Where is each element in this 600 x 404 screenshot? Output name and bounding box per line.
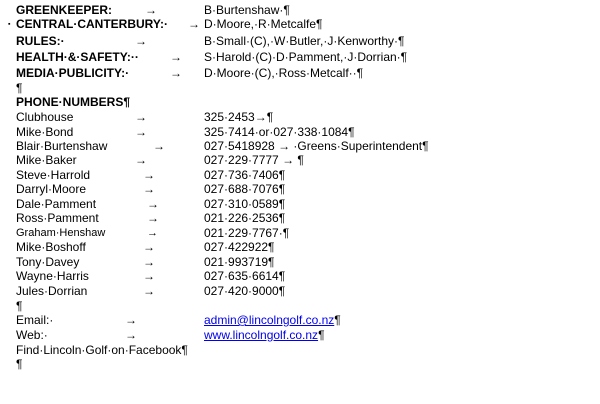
phone-name: Steve·Harrold xyxy=(16,168,91,182)
pilcrow-mark: ¶ xyxy=(16,299,23,313)
tab-arrow-icon: → xyxy=(143,182,155,196)
greenkeeper-value: B·Burtenshaw·¶ xyxy=(204,3,290,17)
phone-number: 027·229·7777 → ¶ xyxy=(204,153,304,167)
phone-number: 021·226·2536¶ xyxy=(204,211,286,225)
central-canterbury-label: CENTRAL·CANTERBURY:· xyxy=(16,17,168,31)
tab-arrow-icon: → xyxy=(170,66,182,80)
phone-number: 021·229·7767·¶ xyxy=(204,226,290,240)
phone-number: 027·420·9000¶ xyxy=(204,284,286,298)
phone-number: 027·635·6614¶ xyxy=(204,269,286,283)
website-link[interactable]: www.lincolngolf.co.nz xyxy=(204,328,319,342)
rules-label: RULES:· xyxy=(16,34,65,48)
phone-number: 027·5418928 → ·Greens·Superintendent¶ xyxy=(204,139,429,153)
tab-arrow-icon: → xyxy=(125,328,137,342)
phone-number: 021·993719¶ xyxy=(204,255,275,269)
health-safety-value: S·Harold·(C)·D·Pamment,·J·Dorrian·¶ xyxy=(204,50,408,64)
phone-name: Jules·Dorrian xyxy=(16,284,88,298)
phone-numbers-title: PHONE·NUMBERS¶ xyxy=(16,95,131,109)
phone-name: Clubhouse xyxy=(16,110,74,124)
rules-value: B·Small·(C),·W·Butler,·J·Kenworthy·¶ xyxy=(204,34,405,48)
tab-arrow-icon: → xyxy=(135,34,147,48)
central-canterbury-value: D·Moore,·R·Metcalfe¶ xyxy=(204,17,323,31)
tab-arrow-icon: → xyxy=(143,240,155,254)
phone-name: Graham·Henshaw xyxy=(16,227,106,239)
tab-arrow-icon: → xyxy=(143,255,155,269)
phone-number: 027·688·7076¶ xyxy=(204,182,286,196)
phone-name: Wayne·Harris xyxy=(16,269,89,283)
pilcrow-mark: ¶ xyxy=(16,357,23,371)
phone-number: 027·422922¶ xyxy=(204,240,275,254)
media-publicity-label: MEDIA·PUBLICITY:· xyxy=(16,66,130,80)
health-safety-label: HEALTH·&·SAFETY:·· xyxy=(16,50,139,64)
tab-arrow-icon: → xyxy=(125,313,137,327)
phone-number: 325·7414·or·027·338·1084¶ xyxy=(204,125,355,139)
tab-arrow-icon: → xyxy=(147,197,159,211)
email-label: Email:· xyxy=(16,313,54,327)
tab-arrow-icon: → xyxy=(143,269,155,283)
pilcrow-mark: ¶ xyxy=(318,328,325,342)
phone-name: Dale·Pamment xyxy=(16,197,97,211)
media-publicity-value: D·Moore·(C),·Ross·Metcalf··¶ xyxy=(204,66,364,80)
email-link[interactable]: admin@lincolngolf.co.nz xyxy=(204,313,335,327)
phone-name: Ross·Pamment xyxy=(16,211,99,225)
tab-arrow-icon: → xyxy=(153,139,165,153)
tab-arrow-icon: → xyxy=(170,50,182,64)
pilcrow-mark: ¶ xyxy=(334,313,341,327)
greenkeeper-label: GREENKEEPER: xyxy=(16,3,113,17)
phone-name: Tony·Davey xyxy=(16,255,80,269)
tab-arrow-icon: → xyxy=(143,284,155,298)
facebook-text: Find·Lincoln·Golf·on·Facebook¶ xyxy=(16,343,188,357)
phone-name: Mike·Boshoff xyxy=(16,240,86,254)
phone-name: Darryl·Moore xyxy=(16,182,87,196)
phone-name: Mike·Baker xyxy=(16,153,77,167)
tab-arrow-icon: → xyxy=(147,211,159,225)
phone-name: Mike·Bond xyxy=(16,125,74,139)
tab-arrow-icon: → xyxy=(135,153,147,167)
tab-arrow-icon: → xyxy=(145,3,157,17)
tab-arrow-icon: → xyxy=(135,110,147,124)
phone-number: 027·310·0589¶ xyxy=(204,197,286,211)
tab-arrow-icon: → xyxy=(147,227,158,239)
tab-arrow-icon: → xyxy=(135,125,147,139)
web-label: Web:· xyxy=(16,328,48,342)
bullet-icon: ▪ xyxy=(8,21,11,28)
phone-number: 027·736·7406¶ xyxy=(204,168,286,182)
tab-arrow-icon: → xyxy=(188,17,200,31)
phone-number: 325·2453→¶ xyxy=(204,110,274,124)
tab-arrow-icon: → xyxy=(143,168,155,182)
phone-name: Blair·Burtenshaw xyxy=(16,139,108,153)
pilcrow-mark: ¶ xyxy=(16,81,23,95)
